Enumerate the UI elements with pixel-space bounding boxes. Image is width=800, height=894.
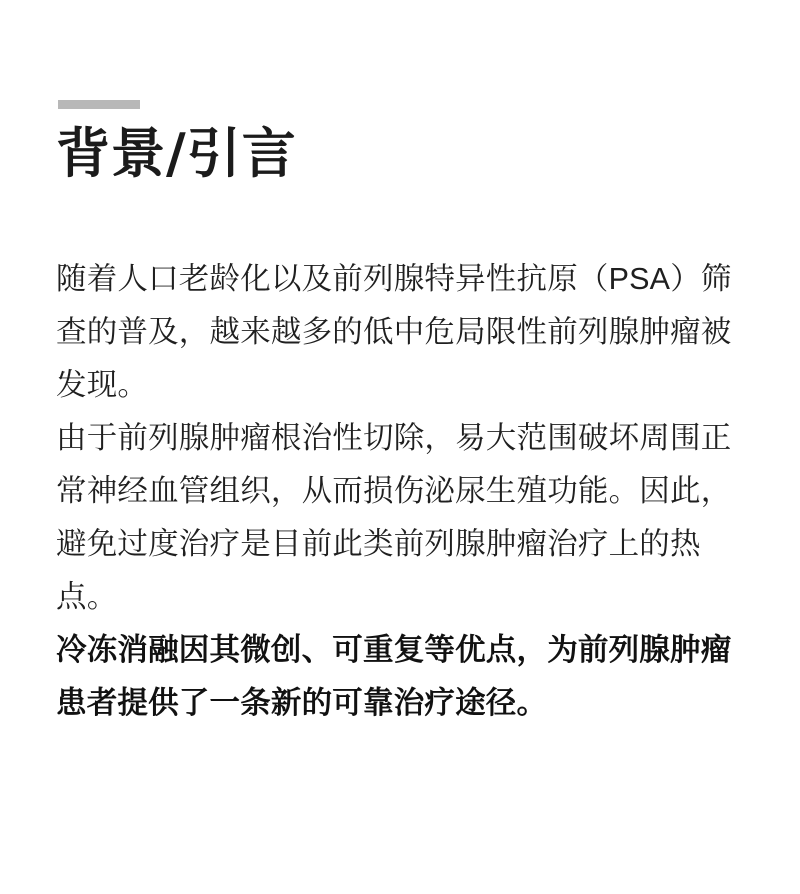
paragraph-1: 随着人口老龄化以及前列腺特异性抗原（PSA）筛查的普及，越来越多的低中危局限性前列腺肿瘤被发现。: [56, 262, 732, 402]
title-accent-rule: [58, 100, 140, 109]
page-title: 背景/引言: [56, 121, 297, 185]
paragraph-3: 冷冻消融因其微创、可重复等优点，为前列腺肿瘤患者提供了一条新的可靠治疗途径。: [56, 633, 732, 720]
body-content: [56, 253, 750, 730]
paragraph-2: 由于前列腺肿瘤根治性切除，易大范围破坏周围正常神经血管组织，从而损伤泌尿生殖功能。因此，避免过度治疗是目前此类前列腺肿瘤治疗上的热点。: [56, 421, 732, 614]
